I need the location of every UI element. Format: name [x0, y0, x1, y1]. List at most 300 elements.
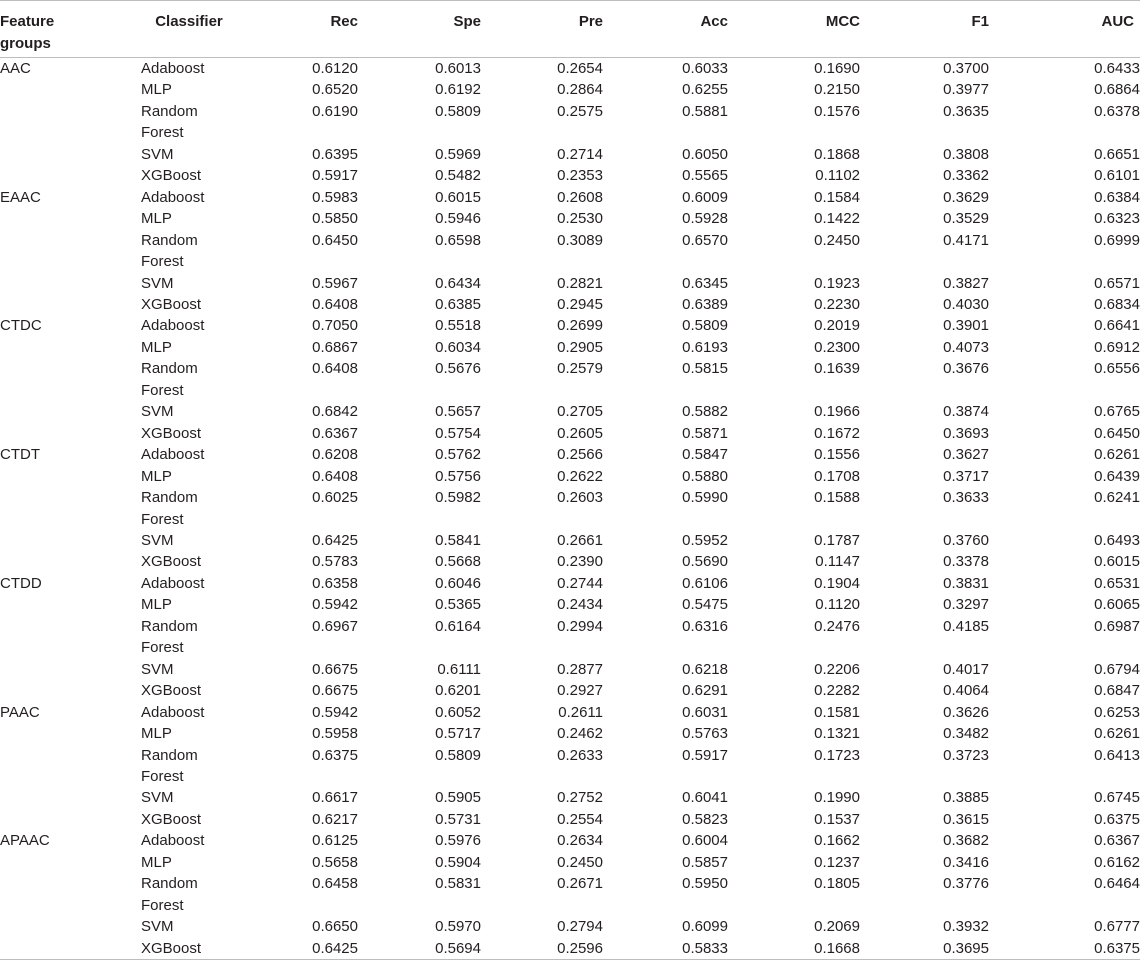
classifier-cell: [138, 444, 240, 465]
feature-group-cell: [0, 938, 138, 960]
classifier-cell: [138, 358, 240, 401]
feature-group-cell: [0, 294, 138, 315]
metric-cell-rec: 0.5942: [312, 596, 358, 614]
metric-cell-mcc: 0.1662: [814, 832, 860, 850]
metric-cell-spe: 0.5982: [435, 489, 481, 507]
metric-cell-rec: 0.6367: [312, 424, 358, 442]
metric-cell-f1: 0.4017: [943, 660, 989, 678]
column-header: Feature groups: [0, 13, 55, 52]
metric-cell-auc: 0.6101: [1094, 167, 1140, 185]
metric-cell-f1: 0.3482: [943, 725, 989, 743]
table-row: [0, 101, 1140, 144]
metric-cell-f1: 0.3695: [871, 938, 1000, 960]
table-row: [0, 745, 1140, 788]
feature-group-cell: [0, 594, 138, 615]
feature-group-cell: APAAC: [0, 832, 50, 850]
metric-cell-acc: 0.5857: [682, 853, 728, 871]
feature-group-cell: CTDT: [0, 446, 40, 464]
metric-cell-rec: 0.6408: [312, 467, 358, 485]
classifier-cell: [138, 530, 240, 551]
metric-cell-acc: 0.5950: [682, 875, 728, 893]
metric-cell-rec: 0.6675: [312, 682, 358, 700]
metric-cell-auc: 0.6651: [1094, 145, 1140, 163]
metric-cell-pre: 0.2575: [557, 102, 603, 120]
feature-group-cell: [0, 423, 138, 444]
classifier-label: MLP: [141, 338, 172, 356]
metric-cell-auc: 0.6834: [1094, 295, 1140, 313]
classifier-cell: [138, 702, 240, 723]
column-header: MCC: [825, 13, 860, 30]
metric-cell-mcc: 0.1237: [814, 853, 860, 871]
feature-group-cell: CTDC: [0, 317, 42, 335]
metric-cell-spe: 0.5694: [358, 938, 487, 960]
table-row: [0, 852, 1140, 873]
metric-cell-f1: 0.3627: [943, 446, 989, 464]
metric-cell-auc: 0.6162: [1094, 853, 1140, 871]
metric-cell-acc: 0.6050: [682, 145, 728, 163]
metric-cell-auc: 0.6450: [1094, 424, 1140, 442]
metric-cell-rec: 0.5967: [312, 274, 358, 292]
feature-group-cell: [0, 401, 138, 422]
feature-group-cell: [0, 616, 138, 659]
metric-cell-rec: 0.6375: [312, 746, 358, 764]
classifier-label: XGBoost: [141, 295, 202, 313]
classifier-cell: [138, 401, 240, 422]
metric-cell-auc: 0.6464: [1094, 875, 1140, 893]
metric-cell-rec: 0.6408: [312, 360, 358, 378]
classifier-label: Adaboost: [141, 574, 205, 592]
metric-cell-pre: 0.2905: [557, 338, 603, 356]
metric-cell-spe: 0.5756: [435, 467, 481, 485]
classifier-cell: [138, 659, 240, 680]
metric-cell-f1: 0.3416: [943, 853, 989, 871]
column-header: AUC: [1101, 13, 1134, 30]
metric-cell-f1: 0.3831: [943, 574, 989, 592]
metric-cell-pre: 0.2714: [557, 145, 603, 163]
metric-cell-mcc: 0.1923: [814, 274, 860, 292]
feature-group-cell: [0, 230, 138, 273]
metric-cell-pre: 0.2530: [557, 210, 603, 228]
feature-group-cell: [0, 680, 138, 701]
classifier-label: XGBoost: [141, 167, 202, 185]
metric-cell-f1: 0.3297: [943, 596, 989, 614]
metric-cell-f1: 0.3682: [943, 832, 989, 850]
classifier-label: Random Forest: [141, 360, 198, 399]
classifier-cell: [138, 616, 240, 659]
classifier-cell: [138, 873, 240, 916]
feature-group-cell: [0, 530, 138, 551]
table-row: [0, 79, 1140, 100]
classifier-label: XGBoost: [141, 810, 202, 828]
metric-cell-pre: 0.2744: [557, 574, 603, 592]
metric-cell-spe: 0.6598: [435, 231, 481, 249]
feature-group-cell: [0, 551, 138, 572]
table-row: [0, 423, 1140, 444]
metric-cell-spe: 0.5482: [435, 167, 481, 185]
metric-cell-pre: 0.2603: [557, 489, 603, 507]
metric-cell-auc: 0.6241: [1094, 489, 1140, 507]
metric-cell-rec: 0.6217: [312, 810, 358, 828]
metric-cell-acc: 0.5690: [682, 553, 728, 571]
metric-cell-auc: 0.6384: [1094, 188, 1140, 206]
metric-cell-spe: 0.5365: [435, 596, 481, 614]
classifier-label: SVM: [141, 274, 174, 292]
feature-group-cell: [0, 101, 138, 144]
classifier-cell: [138, 208, 240, 229]
metric-cell-rec: 0.5783: [312, 553, 358, 571]
metric-cell-acc: 0.5475: [682, 596, 728, 614]
metric-cell-rec: 0.6190: [312, 102, 358, 120]
metric-cell-rec: 0.6650: [312, 918, 358, 936]
table-body: [0, 58, 1140, 960]
metric-cell-auc: 0.6323: [1094, 210, 1140, 228]
classifier-cell: [138, 187, 240, 208]
table-row: [0, 809, 1140, 830]
metric-cell-pre: 0.2794: [557, 918, 603, 936]
classifier-cell: [138, 551, 240, 572]
metric-cell-spe: 0.5762: [435, 446, 481, 464]
metric-cell-auc: 0.6864: [1094, 81, 1140, 99]
table-row: [0, 616, 1140, 659]
feature-group-cell: [0, 144, 138, 165]
metric-cell-acc: 0.6004: [682, 832, 728, 850]
metric-cell-spe: 0.5969: [435, 145, 481, 163]
metric-cell-rec: 0.6450: [312, 231, 358, 249]
metric-cell-rec: 0.6208: [312, 446, 358, 464]
metric-cell-f1: 0.3700: [943, 60, 989, 77]
metric-cell-auc: 0.6794: [1094, 660, 1140, 678]
metric-cell-spe: 0.6385: [435, 295, 481, 313]
metric-cell-mcc: 0.1556: [814, 446, 860, 464]
metric-cell-acc: 0.5990: [682, 489, 728, 507]
column-header: Spe: [453, 13, 481, 30]
classifier-cell: [138, 466, 240, 487]
metric-cell-pre: 0.2434: [557, 596, 603, 614]
metric-cell-auc: 0.6777: [1094, 918, 1140, 936]
metric-cell-pre: 0.2608: [557, 188, 603, 206]
feature-group-cell: PAAC: [0, 703, 40, 721]
metric-cell-mcc: 0.2230: [814, 295, 860, 313]
metric-cell-f1: 0.3776: [943, 875, 989, 893]
metric-cell-auc: 0.6493: [1094, 531, 1140, 549]
metric-cell-auc: 0.6556: [1094, 360, 1140, 378]
feature-group-cell: [0, 916, 138, 937]
metric-cell-pre: 0.2654: [557, 60, 603, 77]
metric-cell-spe: 0.6013: [435, 60, 481, 77]
metric-cell-acc: 0.5881: [682, 102, 728, 120]
metric-cell-pre: 0.2622: [557, 467, 603, 485]
metric-cell-pre: 0.2661: [557, 531, 603, 549]
classifier-cell: [138, 830, 240, 851]
metric-cell-mcc: 0.1588: [814, 489, 860, 507]
metric-cell-f1: 0.3760: [943, 531, 989, 549]
table-row: [0, 702, 1140, 723]
metric-cell-mcc: 0.1868: [814, 145, 860, 163]
feature-group-cell: [0, 809, 138, 830]
metric-cell-mcc: 0.1639: [814, 360, 860, 378]
classifier-label: MLP: [141, 853, 172, 871]
metric-cell-f1: 0.4064: [943, 682, 989, 700]
metric-cell-spe: 0.6164: [435, 617, 481, 635]
metric-cell-pre: 0.2579: [557, 360, 603, 378]
classifier-cell: [138, 165, 240, 186]
table-row: [0, 444, 1140, 465]
metric-cell-rec: 0.6867: [312, 338, 358, 356]
metric-cell-acc: 0.6291: [682, 682, 728, 700]
metric-cell-mcc: 0.1576: [814, 102, 860, 120]
metric-cell-rec: 0.6458: [312, 875, 358, 893]
metric-cell-mcc: 0.1120: [815, 596, 860, 614]
table-row: [0, 723, 1140, 744]
metric-cell-pre: 0.2945: [557, 295, 603, 313]
feature-group-cell: [0, 208, 138, 229]
metric-cell-rec: 0.6520: [312, 81, 358, 99]
metric-cell-mcc: 0.1904: [814, 574, 860, 592]
feature-group-cell: [0, 659, 138, 680]
classifier-label: Random Forest: [141, 102, 198, 142]
metric-cell-pre: 0.2353: [557, 167, 603, 185]
metric-cell-auc: 0.6531: [1094, 574, 1140, 592]
metric-cell-auc: 0.6765: [1094, 403, 1140, 421]
metric-cell-auc: 0.6065: [1094, 596, 1140, 614]
metric-cell-rec: 0.5917: [312, 167, 358, 185]
metric-cell-pre: 0.2671: [557, 875, 603, 893]
metric-cell-pre: 0.2390: [557, 553, 603, 571]
metric-cell-acc: 0.6009: [682, 188, 728, 206]
classifier-cell: [138, 916, 240, 937]
metric-cell-acc: 0.5815: [682, 360, 728, 378]
classifier-label: XGBoost: [141, 939, 202, 957]
metric-cell-f1: 0.3723: [943, 746, 989, 764]
metric-cell-pre: 0.2877: [557, 660, 603, 678]
table-row: [0, 594, 1140, 615]
metric-cell-f1: 0.3378: [943, 553, 989, 571]
metric-cell-spe: 0.5809: [435, 746, 481, 764]
feature-group-cell: [0, 466, 138, 487]
metric-cell-mcc: 0.1690: [814, 60, 860, 77]
table-row: [0, 916, 1140, 937]
metric-cell-f1: 0.4171: [943, 231, 989, 249]
metric-cell-auc: 0.6261: [1094, 725, 1140, 743]
classifier-label: Random Forest: [141, 746, 198, 785]
metric-cell-rec: 0.6675: [312, 660, 358, 678]
metric-cell-spe: 0.6201: [435, 682, 481, 700]
metric-cell-spe: 0.5946: [435, 210, 481, 228]
metric-cell-spe: 0.5518: [435, 317, 481, 335]
classifier-label: SVM: [141, 145, 174, 163]
classifier-cell: [138, 573, 240, 594]
table-row: [0, 358, 1140, 401]
table-row: [0, 401, 1140, 422]
classifier-label: Adaboost: [141, 188, 205, 206]
metric-cell-acc: 0.6099: [682, 918, 728, 936]
table-row: [0, 337, 1140, 358]
metric-cell-mcc: 0.1422: [814, 210, 860, 228]
metric-cell-acc: 0.5882: [682, 403, 728, 421]
classifier-cell: [138, 594, 240, 615]
metric-cell-f1: 0.3676: [943, 360, 989, 378]
classifier-label: XGBoost: [141, 553, 202, 571]
metric-cell-f1: 0.3932: [943, 918, 989, 936]
metric-cell-spe: 0.5717: [435, 725, 481, 743]
metric-cell-auc: 0.6439: [1094, 467, 1140, 485]
table-row: [0, 938, 1140, 960]
metric-cell-pre: 0.2994: [557, 617, 603, 635]
metric-cell-spe: 0.6192: [435, 81, 481, 99]
classifier-cell: [138, 745, 240, 788]
header-row: [0, 1, 1140, 58]
metric-cell-mcc: 0.2019: [814, 317, 860, 335]
feature-group-cell: [0, 787, 138, 808]
classifier-cell: [138, 144, 240, 165]
metric-cell-spe: 0.6046: [435, 574, 481, 592]
classifier-cell: [138, 680, 240, 701]
metric-cell-auc: 0.6847: [1094, 682, 1140, 700]
metric-cell-pre: 0.2634: [557, 832, 603, 850]
metric-cell-acc: 0.6041: [682, 789, 728, 807]
metric-cell-f1: 0.3977: [943, 81, 989, 99]
metric-cell-f1: 0.3529: [943, 210, 989, 228]
metric-cell-spe: 0.6111: [437, 660, 481, 678]
table-row: [0, 487, 1140, 530]
metric-cell-pre: 0.3089: [557, 231, 603, 249]
feature-group-cell: EAAC: [0, 188, 41, 206]
metric-cell-mcc: 0.1102: [815, 167, 860, 185]
table-row: [0, 873, 1140, 916]
metric-cell-mcc: 0.1708: [814, 467, 860, 485]
metric-cell-rec: 0.6617: [312, 789, 358, 807]
metric-cell-pre: 0.2752: [557, 789, 603, 807]
metric-cell-acc: 0.6389: [682, 295, 728, 313]
classifier-cell: [138, 723, 240, 744]
table-row: [0, 230, 1140, 273]
table-row: [0, 294, 1140, 315]
metric-cell-mcc: 0.2300: [814, 338, 860, 356]
metric-cell-mcc: 0.1787: [814, 531, 860, 549]
metric-cell-acc: 0.6316: [682, 617, 728, 635]
metric-cell-acc: 0.5917: [682, 746, 728, 764]
metric-cell-mcc: 0.2206: [814, 660, 860, 678]
metric-cell-auc: 0.6571: [1094, 274, 1140, 292]
metric-cell-pre: 0.2633: [557, 746, 603, 764]
classifier-label: Random Forest: [141, 489, 198, 528]
classifier-cell: [138, 787, 240, 808]
feature-group-cell: [0, 358, 138, 401]
table-row: [0, 58, 1140, 80]
metric-cell-spe: 0.5754: [435, 424, 481, 442]
metric-cell-auc: 0.6745: [1094, 789, 1140, 807]
metric-cell-rec: 0.6025: [312, 489, 358, 507]
metric-cell-acc: 0.6193: [682, 338, 728, 356]
classifier-cell: [138, 273, 240, 294]
metric-cell-rec: 0.6358: [312, 574, 358, 592]
classifier-cell: [138, 79, 240, 100]
classifier-cell: [138, 487, 240, 530]
classifier-label: MLP: [141, 725, 172, 743]
metric-cell-acc: 0.6345: [682, 274, 728, 292]
metric-cell-auc: 0.6375: [1000, 938, 1140, 960]
metric-cell-spe: 0.5809: [435, 102, 481, 120]
table-row: [0, 573, 1140, 594]
metric-cell-auc: 0.6987: [1094, 617, 1140, 635]
metric-cell-acc: 0.6031: [682, 703, 728, 721]
metric-cell-f1: 0.4030: [943, 295, 989, 313]
metric-cell-rec: 0.6395: [312, 145, 358, 163]
metric-cell-mcc: 0.2282: [814, 682, 860, 700]
classifier-cell: [138, 852, 240, 873]
metric-cell-acc: 0.6570: [682, 231, 728, 249]
metric-cell-f1: 0.3827: [943, 274, 989, 292]
column-header: Classifier: [155, 13, 223, 30]
metric-cell-f1: 0.3717: [943, 467, 989, 485]
classifier-label: MLP: [141, 596, 172, 614]
classifier-label: Random Forest: [141, 875, 198, 914]
classifier-label: Adaboost: [141, 446, 205, 464]
classifier-label: Adaboost: [141, 60, 205, 77]
classifier-cell: [138, 423, 240, 444]
metric-cell-auc: 0.6413: [1094, 746, 1140, 764]
metric-cell-spe: 0.6015: [435, 188, 481, 206]
metric-cell-mcc: 0.2069: [814, 918, 860, 936]
metric-cell-f1: 0.4073: [943, 338, 989, 356]
metric-cell-spe: 0.5905: [435, 789, 481, 807]
metric-cell-acc: 0.5565: [682, 167, 728, 185]
feature-group-cell: [0, 273, 138, 294]
classifier-label: Adaboost: [141, 317, 205, 335]
classifier-cell: [138, 315, 240, 336]
metric-cell-f1: 0.3808: [943, 145, 989, 163]
metric-cell-acc: 0.5833: [615, 938, 743, 960]
metric-cell-pre: 0.2927: [557, 682, 603, 700]
classifier-label: SVM: [141, 531, 174, 549]
table-row: [0, 466, 1140, 487]
metric-cell-rec: 0.6842: [312, 403, 358, 421]
classifier-label: Random Forest: [141, 617, 198, 657]
table-row: [0, 659, 1140, 680]
metric-cell-mcc: 0.1584: [814, 188, 860, 206]
metric-cell-mcc: 0.1321: [814, 725, 860, 743]
table-row: [0, 680, 1140, 701]
metric-cell-acc: 0.6255: [682, 81, 728, 99]
metric-cell-f1: 0.3626: [943, 703, 989, 721]
feature-group-cell: CTDD: [0, 574, 42, 592]
metric-cell-spe: 0.5668: [435, 553, 481, 571]
metric-cell-acc: 0.6033: [682, 60, 728, 77]
metric-cell-mcc: 0.1668: [743, 938, 871, 960]
metric-cell-auc: 0.6015: [1094, 553, 1140, 571]
metric-cell-rec: 0.5658: [312, 853, 358, 871]
metric-cell-acc: 0.5847: [682, 446, 728, 464]
metric-cell-rec: 0.6125: [312, 832, 358, 850]
feature-group-cell: [0, 79, 138, 100]
classifier-label: MLP: [141, 81, 172, 99]
column-header: F1: [971, 13, 989, 30]
metric-cell-mcc: 0.1537: [814, 810, 860, 828]
metric-cell-f1: 0.3885: [943, 789, 989, 807]
classifier-label: XGBoost: [141, 682, 202, 700]
classifier-label: XGBoost: [141, 424, 202, 442]
column-header: Pre: [578, 13, 603, 30]
metric-cell-rec: 0.5983: [312, 188, 358, 206]
metric-cell-acc: 0.5823: [682, 810, 728, 828]
metric-cell-rec: 0.6425: [240, 938, 358, 960]
table-row: [0, 187, 1140, 208]
metric-cell-spe: 0.5657: [435, 403, 481, 421]
metric-cell-acc: 0.5871: [682, 424, 728, 442]
metric-cell-auc: 0.6261: [1094, 446, 1140, 464]
classifier-cell: [138, 938, 240, 960]
metric-cell-pre: 0.2699: [557, 317, 603, 335]
